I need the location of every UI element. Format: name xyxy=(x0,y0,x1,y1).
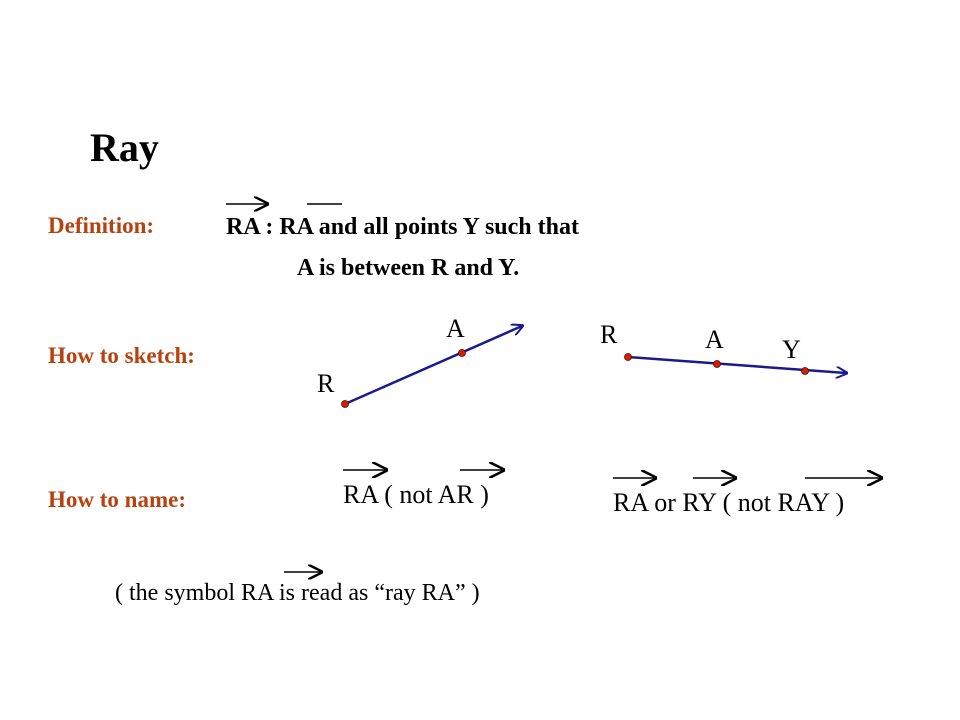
name-close-paren-2: ) xyxy=(835,488,845,517)
naming-example-2 xyxy=(613,488,844,518)
point-a-2 xyxy=(714,361,721,368)
name-open-paren-2: ( not xyxy=(722,488,771,517)
name-ray-ra-2: RA xyxy=(613,488,648,517)
name-ray-ry: RY xyxy=(682,488,717,517)
point-label-r-2: R xyxy=(600,320,618,349)
definition-label: Definition: xyxy=(48,213,155,238)
how-to-sketch-label: How to sketch: xyxy=(48,343,195,368)
name-ray-ar: AR xyxy=(437,480,474,509)
name-open-paren: ( not xyxy=(384,480,433,509)
segment-ra: RA xyxy=(279,214,313,240)
footnote xyxy=(115,580,480,607)
name-or: or xyxy=(654,488,676,517)
sketch-ray-1 xyxy=(345,326,522,404)
definition-line-2: A is between R and Y. xyxy=(297,255,520,281)
slide-title: Ray xyxy=(90,125,159,170)
sketch-ray-2 xyxy=(628,357,846,373)
point-label-a-1: A xyxy=(446,314,465,343)
point-y-2 xyxy=(802,368,809,375)
point-label-a-2: A xyxy=(705,325,724,354)
name-close-paren: ) xyxy=(480,480,489,509)
how-to-name-label: How to name: xyxy=(48,487,186,512)
footnote-symbol: RA xyxy=(241,580,274,606)
name-ray-ra: RA xyxy=(343,480,378,509)
point-r-2 xyxy=(625,354,632,361)
point-label-y-2: Y xyxy=(782,335,801,364)
point-a-1 xyxy=(459,350,466,357)
ray-ra-head: RA : xyxy=(226,214,274,240)
footnote-after: is read as “ray RA” ) xyxy=(279,580,480,606)
footnote-before: ( the symbol xyxy=(115,580,235,606)
point-r-1 xyxy=(342,401,349,408)
definition-rest: and all points Y such that xyxy=(318,214,579,240)
name-ray-ray: RAY xyxy=(777,488,830,517)
naming-example-1 xyxy=(343,480,489,510)
point-label-r-1: R xyxy=(317,369,335,398)
